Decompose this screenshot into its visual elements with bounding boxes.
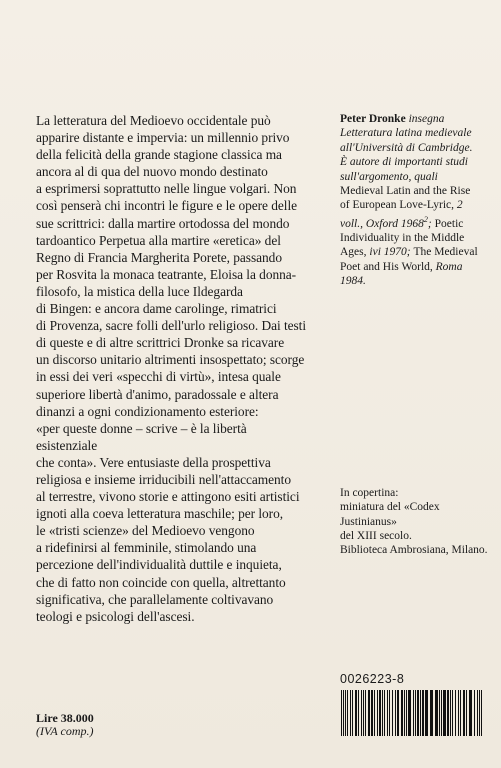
barcode-bar xyxy=(417,690,419,736)
barcode-bar xyxy=(397,690,399,736)
blurb-line: a esprimersi soprattutto nelle lingue volgari. Non xyxy=(36,181,297,197)
barcode-bar xyxy=(361,690,362,736)
barcode-bar xyxy=(463,690,465,736)
blurb-line: un discorso unitario altrimenti insospettato; scorge xyxy=(36,352,305,368)
barcode-bar xyxy=(395,690,396,736)
barcode-bar xyxy=(441,690,442,736)
barcode-bar xyxy=(341,690,342,736)
barcode-bar xyxy=(447,690,449,736)
barcode-bar xyxy=(352,690,353,736)
barcode-bar xyxy=(413,690,414,736)
blurb-line: apparire distante e impervia: un millennio privo xyxy=(36,130,290,146)
barcode-bar xyxy=(401,690,403,736)
barcode-bar xyxy=(420,690,421,736)
barcode-bar xyxy=(404,690,405,736)
barcode-bar xyxy=(343,690,344,736)
barcode-bar xyxy=(460,690,461,736)
barcode-bar xyxy=(415,690,416,736)
blurb-line: Regno di Francia Margherita Porete, passando xyxy=(36,249,282,265)
barcode-bar xyxy=(469,690,472,736)
barcode-bar xyxy=(379,690,381,736)
barcode-bar xyxy=(406,690,407,736)
blurb-line: dinanzi a ogni condizionamento esteriore: xyxy=(36,403,259,419)
blurb-line: così penserà chi incontri le figure e le opere delle xyxy=(36,198,298,214)
barcode-bar xyxy=(382,690,383,736)
author-bio-segment: The Medieval Poet and His World, xyxy=(340,246,478,273)
barcode-bar xyxy=(408,690,411,736)
blurb-line: tardoantico Perpetua alla martire «eretica» del xyxy=(36,232,281,248)
barcode-bar xyxy=(355,690,357,736)
barcode-bar xyxy=(430,690,433,736)
barcode-bar xyxy=(439,690,440,736)
cover-credit-line: In copertina: xyxy=(340,487,399,499)
barcode-bar xyxy=(371,690,373,736)
blurb-line: «per queste donne – scrive – è la libertà esistenziale xyxy=(36,420,247,453)
barcode-bar xyxy=(368,690,370,736)
blurb-line: filosofo, la mistica della luce Ildegarda xyxy=(36,283,243,299)
barcode-bar xyxy=(365,690,366,736)
blurb-text xyxy=(36,112,311,625)
blurb-line: di Provenza, sacre folli dell'urlo religioso. Dai testi xyxy=(36,318,307,334)
barcode-bar xyxy=(345,690,346,736)
barcode-bar xyxy=(452,690,453,736)
blurb-line: teologi e psicologi dell'ascesi. xyxy=(36,608,195,624)
blurb-line: di Bingen: e ancora dame carolinge, rimatrici xyxy=(36,301,277,317)
barcode-bar xyxy=(425,690,428,736)
author-name: Peter Dronke xyxy=(340,113,406,125)
author-bio-segment: Medieval Latin and the Rise of European Love-Lyric, xyxy=(340,185,471,212)
blurb-line: della felicità della grande stagione classica ma xyxy=(36,147,282,163)
blurb-line: al terrestre, vivono storie e attingono esiti artistici xyxy=(36,489,300,505)
blurb-line: La letteratura del Medioevo occidentale può xyxy=(36,113,271,128)
barcode-bar xyxy=(358,690,359,736)
author-bio-text xyxy=(340,113,478,287)
barcode-bar xyxy=(422,690,424,736)
barcode-bar xyxy=(477,690,478,736)
cover-credit-line: Biblioteca Ambrosiana, Milano. xyxy=(340,544,488,557)
blurb-line: sue scrittrici: dalla martire ortodossa del mondo xyxy=(36,215,290,231)
author-bio xyxy=(340,112,480,289)
barcode-bar xyxy=(387,690,388,736)
author-bio-segment: 2 xyxy=(423,214,428,224)
blurb-line: ancora al di qua del nuovo mondo destinato xyxy=(36,164,268,180)
blurb-line: che conta». Vere entusiaste della prospettiva xyxy=(36,454,271,470)
barcode-bar xyxy=(389,690,390,736)
price-vat-note: (IVA comp.) xyxy=(36,724,94,738)
barcode-bar xyxy=(474,690,475,736)
blurb-line: per Rosvita la monaca teatrante, Eloisa la donna- xyxy=(36,266,297,282)
blurb-line: di queste e di altre scrittrici Dronke sa ricavare xyxy=(36,335,285,351)
author-bio-segment: insegna Letteratura latina medievale all'Università di Cambridge. È autore di importanti studi sull'argomento, quali xyxy=(340,113,473,183)
author-bio-segment: Roma 1984. xyxy=(340,260,463,288)
barcode-bar xyxy=(481,690,482,736)
author-bio-segment: ; xyxy=(427,217,435,230)
cover-credit-line: del XIII secolo. xyxy=(340,529,412,542)
price-block xyxy=(36,712,94,738)
isbn-code: 0026223-8 xyxy=(340,672,405,686)
barcode-bar xyxy=(458,690,459,736)
barcode-bar xyxy=(377,690,378,736)
blurb-line: le «tristi scienze» del Medioevo vengono xyxy=(36,523,255,539)
barcode-bar xyxy=(350,690,351,736)
barcode-bar xyxy=(455,690,456,736)
blurb-line: che di fatto non coincide con quella, altrettanto xyxy=(36,574,286,590)
cover-credit xyxy=(340,486,490,557)
barcode-bar xyxy=(479,690,480,736)
cover-credit-line: miniatura del «Codex Justinianus» xyxy=(340,501,440,528)
blurb-line: superiore libertà d'animo, paradossale e altera xyxy=(36,386,279,402)
barcode-bar xyxy=(443,690,446,736)
barcode-bar xyxy=(392,690,393,736)
barcode-bar xyxy=(384,690,385,736)
barcode-bar xyxy=(435,690,438,736)
blurb-line: religiosa e insieme irriducibili nell'attaccamento xyxy=(36,471,291,487)
author-bio-segment: 2 voll., Oxford 1968 xyxy=(340,199,463,230)
barcode xyxy=(340,690,486,736)
barcode-bar xyxy=(374,690,375,736)
barcode-bar xyxy=(450,690,451,736)
blurb-line: a ridefinirsi al femminile, stimolando una xyxy=(36,540,257,556)
price-amount: Lire 38.000 xyxy=(36,711,94,725)
barcode-bar xyxy=(466,690,467,736)
barcode-bar xyxy=(347,690,348,736)
blurb-line: in essi dei veri «specchi di virtù», intesa quale xyxy=(36,369,281,385)
author-bio-segment: Poetic Individuality in the Middle Ages, xyxy=(340,217,465,259)
blurb-line: ignoti alla coeva letteratura maschile; per loro, xyxy=(36,506,284,522)
blurb-line: percezione dell'individualità duttile e inquieta, xyxy=(36,557,282,573)
blurb-line: significativa, che parallelamente coltivavano xyxy=(36,591,274,607)
author-bio-segment: ivi 1970; xyxy=(369,246,414,259)
barcode-bar xyxy=(363,690,364,736)
